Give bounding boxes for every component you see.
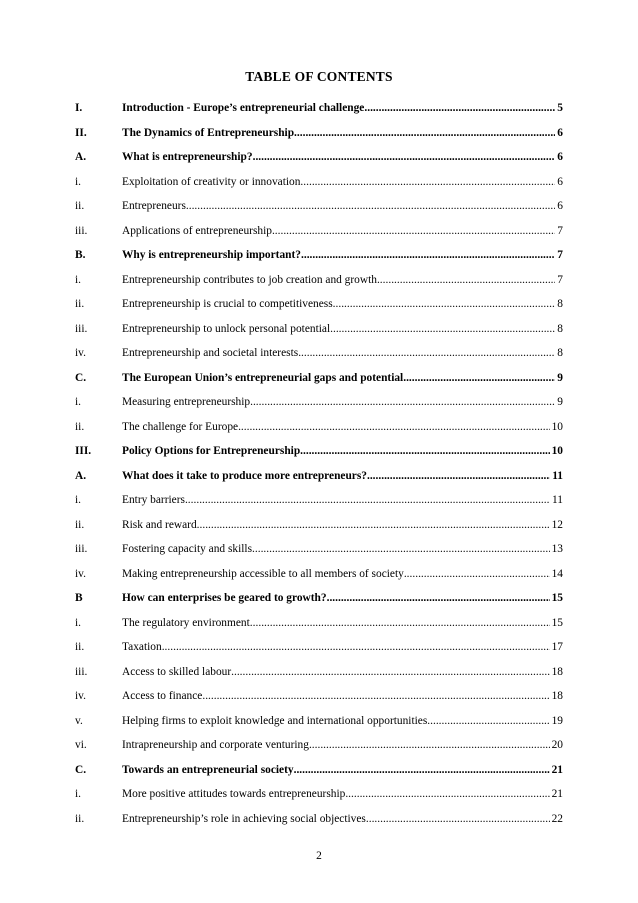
toc-entry-number: ii. xyxy=(75,518,85,531)
toc-entry-title: Risk and reward. xyxy=(122,518,200,531)
toc-entry[interactable] xyxy=(75,444,563,469)
toc-entry-title: Towards an entrepreneurial society xyxy=(122,763,294,776)
toc-entry[interactable] xyxy=(75,346,563,371)
toc-entry-line xyxy=(122,150,563,164)
toc-entry[interactable] xyxy=(75,812,563,837)
toc-entry[interactable] xyxy=(75,101,563,126)
toc-entry-page: 17 xyxy=(551,641,563,653)
toc-entry-line xyxy=(122,714,563,728)
dot-leader xyxy=(301,248,555,262)
dot-leader xyxy=(298,346,555,360)
toc-entry-title: Entrepreneurship contributes to job creation and growth xyxy=(122,273,377,286)
toc-entry-page: 21 xyxy=(551,788,563,800)
toc-entry-number: C. xyxy=(75,371,87,384)
toc-entry-number: I. xyxy=(75,102,83,114)
toc-entry-line xyxy=(122,126,563,140)
toc-entry[interactable] xyxy=(75,689,563,714)
toc-entry-title: Fostering capacity and skills xyxy=(122,543,253,555)
toc-entry-title: What does it take to produce more entrepreneurs? xyxy=(122,469,367,482)
toc-entry-number: A. xyxy=(75,151,87,163)
toc-entry[interactable] xyxy=(75,763,563,788)
toc-entry-page: 11 xyxy=(552,469,563,482)
toc-entry[interactable] xyxy=(75,591,563,616)
toc-entry-number: i. xyxy=(75,175,82,188)
toc-entry-page: 11 xyxy=(552,494,563,506)
toc-entry-number: III. xyxy=(75,445,92,457)
toc-entry-page: 8 xyxy=(557,322,563,335)
dot-leader xyxy=(377,273,555,287)
toc-entry-page: 10 xyxy=(551,420,563,433)
toc-entry[interactable] xyxy=(75,469,563,494)
toc-entry-number: vi. xyxy=(75,739,87,751)
toc-entry-line xyxy=(122,420,563,434)
toc-entry-number: iv. xyxy=(75,347,86,359)
toc-entry[interactable] xyxy=(75,665,563,690)
dot-leader xyxy=(253,395,555,409)
toc-entry-title: The European Union’s entrepreneurial gaps and potential xyxy=(122,371,404,384)
toc-entry-number: ii. xyxy=(75,200,85,212)
toc-entry-line xyxy=(122,493,563,507)
toc-entry-page: 22 xyxy=(551,812,563,825)
toc-entry-title: Measuring entrepreneurship. xyxy=(122,396,253,408)
toc-entry-title: Helping firms to exploit knowledge and international opportunities xyxy=(122,714,428,727)
dot-leader xyxy=(253,150,556,164)
toc-entry-page: 7 xyxy=(557,224,563,237)
toc-entry-number: i. xyxy=(75,788,82,800)
toc-entry-line xyxy=(122,371,563,385)
toc-entry[interactable] xyxy=(75,126,563,151)
toc-entry-title: How can enterprises be geared to growth? xyxy=(122,592,327,604)
toc-entry-number: i. xyxy=(75,273,82,286)
toc-entry-title: The challenge for Europe xyxy=(122,420,239,433)
toc-entry-page: 10 xyxy=(551,445,563,457)
toc-entry-title: Taxation xyxy=(122,641,162,653)
toc-entry[interactable] xyxy=(75,395,563,420)
toc-entry-page: 8 xyxy=(557,347,563,359)
toc-entry-line xyxy=(122,689,563,703)
toc-entry-page: 12 xyxy=(551,518,563,531)
toc-entry-number: iv. xyxy=(75,690,86,702)
toc-entry-line xyxy=(122,101,563,115)
page-title: TABLE OF CONTENTS xyxy=(245,69,393,84)
toc-entry[interactable] xyxy=(75,273,563,298)
dot-leader xyxy=(404,567,550,581)
toc-entry-number: iv. xyxy=(75,567,86,580)
toc-entry-title: Making entrepreneurship accessible to all members of society xyxy=(122,567,404,580)
dot-leader xyxy=(294,763,550,777)
toc-entry[interactable] xyxy=(75,420,563,445)
toc-entry-line xyxy=(122,322,563,336)
toc-entry-line xyxy=(122,591,563,605)
toc-entry-number: A. xyxy=(75,469,87,482)
toc-entry-line xyxy=(122,616,563,630)
dot-leader xyxy=(272,224,555,238)
toc-entry-line xyxy=(122,346,563,360)
toc-entry-page: 21 xyxy=(551,763,563,776)
toc-entry[interactable] xyxy=(75,787,563,812)
dot-leader xyxy=(294,126,555,140)
toc-entry-line xyxy=(122,738,563,752)
toc-entry[interactable] xyxy=(75,175,563,200)
toc-entry[interactable] xyxy=(75,518,563,543)
toc-entry-page: 14 xyxy=(551,567,563,580)
dot-leader xyxy=(185,493,550,507)
toc-entry-line xyxy=(122,444,563,458)
toc-entry-page: 15 xyxy=(551,592,563,604)
dot-leader xyxy=(427,714,549,728)
toc-entry-page: 7 xyxy=(557,273,563,286)
toc-entry-number: ii. xyxy=(75,298,85,310)
toc-entry-line xyxy=(122,175,563,189)
toc-entry-number: B. xyxy=(75,249,86,261)
dot-leader xyxy=(364,101,555,115)
toc-entry-title: Applications of entrepreneurship xyxy=(122,224,272,237)
toc-entry-title: Why is entrepreneurship important? xyxy=(122,249,301,261)
toc-entry-number: v. xyxy=(75,714,83,727)
toc-entry-line xyxy=(122,518,563,532)
toc-entry-page: 19 xyxy=(551,714,563,727)
toc-entry[interactable] xyxy=(75,199,563,224)
dot-leader xyxy=(367,469,550,483)
toc-entry-line xyxy=(122,812,563,826)
dot-leader xyxy=(327,591,550,605)
toc-entry-number: iii. xyxy=(75,543,88,555)
toc-entry-page: 18 xyxy=(551,690,563,702)
dot-leader xyxy=(345,787,549,801)
toc-entry[interactable] xyxy=(75,322,563,347)
toc-entry[interactable] xyxy=(75,640,563,665)
toc-entry-title: Entrepreneurship to unlock personal potential. xyxy=(122,322,333,335)
toc-entry-page: 18 xyxy=(551,665,563,678)
toc-entry[interactable] xyxy=(75,714,563,739)
toc-entry-title: Entrepreneurs xyxy=(122,200,186,212)
toc-entry-title: Entrepreneurship’s role in achieving social objectives xyxy=(122,812,366,825)
toc-entry[interactable] xyxy=(75,224,563,249)
toc-entry-line xyxy=(122,248,563,262)
toc-entry[interactable] xyxy=(75,150,563,175)
page-number: 2 xyxy=(316,850,322,862)
toc-entry-number: ii. xyxy=(75,641,85,653)
toc-entry-page: 15 xyxy=(551,616,563,629)
toc-entry-line xyxy=(122,224,563,238)
toc-entry-title: Introduction - Europe’s entrepreneurial challenge xyxy=(122,102,365,114)
toc-entry-title: Entrepreneurship is crucial to competitiveness. xyxy=(122,298,336,310)
dot-leader xyxy=(238,420,550,434)
toc-entry-page: 20 xyxy=(551,739,563,751)
toc-entry[interactable] xyxy=(75,567,563,592)
toc-entry-title: The Dynamics of Entrepreneurship xyxy=(122,126,295,139)
toc-entry-line xyxy=(122,567,563,581)
toc-entry-title: The regulatory environment xyxy=(122,616,250,629)
toc-entry-line xyxy=(122,199,563,213)
table-of-contents xyxy=(75,101,563,836)
dot-leader xyxy=(336,297,556,311)
toc-entry-line xyxy=(122,787,563,801)
toc-entry-line xyxy=(122,395,563,409)
toc-entry-title: Access to skilled labour xyxy=(122,665,232,678)
toc-entry-title: Exploitation of creativity or innovation xyxy=(122,175,301,188)
toc-entry-page: 6 xyxy=(557,200,563,212)
toc-entry-line xyxy=(122,542,563,556)
dot-leader xyxy=(300,444,549,458)
toc-entry-number: B xyxy=(75,592,83,604)
toc-entry[interactable] xyxy=(75,297,563,322)
dot-leader xyxy=(200,518,550,532)
toc-entry[interactable] xyxy=(75,616,563,641)
toc-entry-title: Entry barriers xyxy=(122,494,185,506)
toc-entry-number: C. xyxy=(75,763,87,776)
toc-entry-number: II. xyxy=(75,126,87,139)
toc-entry-line xyxy=(122,665,563,679)
dot-leader xyxy=(300,175,555,189)
toc-entry-number: i. xyxy=(75,494,82,506)
toc-entry-title: Access to finance. xyxy=(122,690,206,702)
dot-leader xyxy=(333,322,555,336)
toc-entry-title: Intrapreneurship and corporate venturing xyxy=(122,739,309,751)
toc-entry[interactable] xyxy=(75,493,563,518)
toc-entry-number: iii. xyxy=(75,665,88,678)
toc-entry-page: 9 xyxy=(557,371,563,384)
toc-entry[interactable] xyxy=(75,248,563,273)
toc-entry-page: 6 xyxy=(557,126,563,139)
toc-entry-line xyxy=(122,469,563,483)
toc-entry-line xyxy=(122,763,563,777)
toc-entry-number: i. xyxy=(75,396,82,408)
toc-entry[interactable] xyxy=(75,371,563,396)
toc-entry-page: 9 xyxy=(557,396,563,408)
dot-leader xyxy=(205,689,549,703)
dot-leader xyxy=(252,542,550,556)
toc-entry-number: iii. xyxy=(75,322,88,335)
toc-entry-title: Policy Options for Entrepreneurship xyxy=(122,445,301,457)
toc-entry-title: What is entrepreneurship? xyxy=(122,151,253,163)
toc-entry-page: 6 xyxy=(557,151,563,163)
toc-entry-line xyxy=(122,640,563,654)
dot-leader xyxy=(309,738,550,752)
toc-entry-number: iii. xyxy=(75,224,88,237)
toc-entry-page: 13 xyxy=(551,543,563,555)
dot-leader xyxy=(366,812,550,826)
toc-entry-title: More positive attitudes towards entrepreneurship xyxy=(122,788,346,800)
toc-entry-number: i. xyxy=(75,616,82,629)
toc-entry-line xyxy=(122,297,563,311)
toc-entry[interactable] xyxy=(75,738,563,763)
toc-entry-page: 6 xyxy=(557,175,563,188)
dot-leader xyxy=(162,640,550,654)
toc-entry-page: 5 xyxy=(557,102,563,114)
toc-entry-page: 8 xyxy=(557,298,563,310)
toc-entry-page: 7 xyxy=(557,249,563,261)
toc-entry-title: Entrepreneurship and societal interests xyxy=(122,347,299,359)
toc-entry-number: ii. xyxy=(75,812,85,825)
toc-entry-line xyxy=(122,273,563,287)
toc-entry[interactable] xyxy=(75,542,563,567)
toc-entry-number: ii. xyxy=(75,420,85,433)
dot-leader xyxy=(186,199,555,213)
dot-leader xyxy=(231,665,549,679)
dot-leader xyxy=(250,616,550,630)
dot-leader xyxy=(403,371,555,385)
